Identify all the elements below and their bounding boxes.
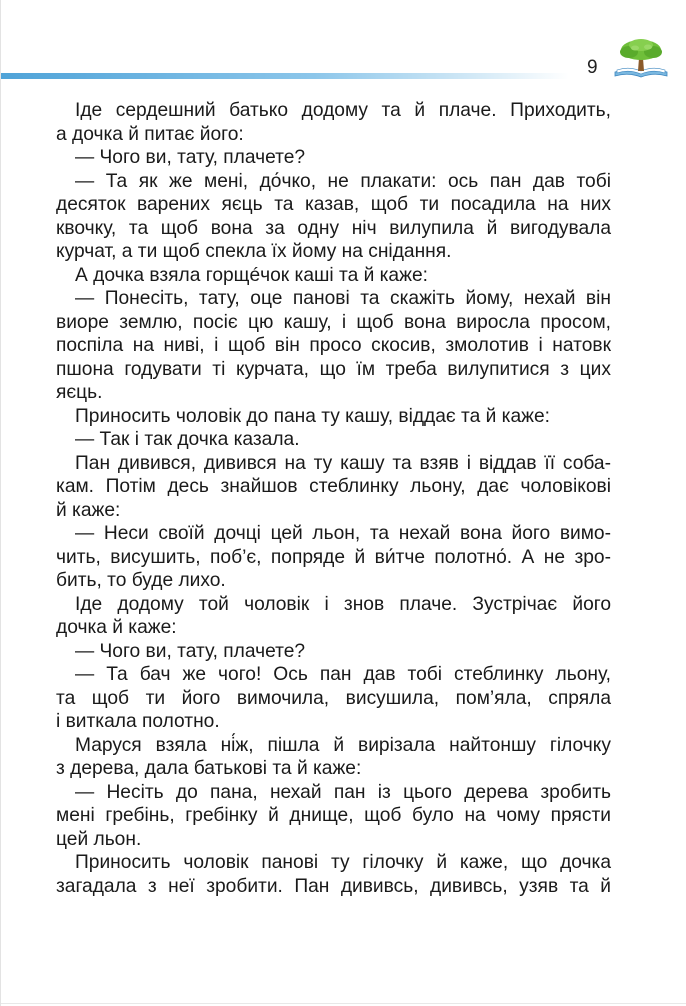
text-line: з дерева, дала батькові та й каже: <box>56 758 362 779</box>
text-line: чить, висушить, поб’є, попряде й ви́тче полотно́. А не зро- <box>56 546 611 568</box>
page-number: 9 <box>587 57 598 78</box>
text-line: курчат, а ти щоб спекла їх йому на снідання. <box>56 241 452 262</box>
story-text <box>56 99 611 898</box>
text-line: — Чого ви, тату, плачете? <box>75 147 306 168</box>
text-line: Іде додому той чоловік і знов плаче. Зустрічає його <box>75 593 611 615</box>
text-line: поспіла на ниві, і щоб він просо скосив, змолотив і натовк <box>56 335 611 356</box>
text-line: та щоб ти його вимочила, висушила, пом’яла, спряла <box>56 687 611 709</box>
text-line: А дочка взяла горщéчок каші та й каже: <box>75 264 428 286</box>
header-bar <box>1 73 569 79</box>
text-line: Приносить чоловік до пана ту кашу, віддає та й каже: <box>75 405 550 427</box>
page-bottom-edge <box>1 1003 686 1004</box>
text-line: і виткала полотно. <box>56 711 220 732</box>
text-line: Маруся взяла ні́ж, пішла й вирізала найтоншу гілочку <box>75 734 611 756</box>
text-line: загадала з неї зробити. Пан дививсь, дививсь, узяв та й <box>56 875 611 897</box>
text-line: цей льон. <box>56 828 142 850</box>
text-line: мені гребінь, гребінку й днище, щоб було на чому прясти <box>56 805 611 826</box>
text-line: пшона годувати ті курчата, що їм треба вилупитися з цих <box>56 358 611 380</box>
text-line: — Неси своїй дочці цей льон, та нехай вона його вимо- <box>75 523 611 544</box>
text-line: виоре землю, посіє цю кашу, і щоб вона виросла просом, <box>56 311 611 333</box>
text-line: — Несіть до пана, нехай пан із цього дерева зробить <box>75 781 611 803</box>
text-line: а дочка й питає його: <box>56 123 244 145</box>
text-line: яєць. <box>56 382 103 403</box>
text-line: — Понесіть, тату, оце панові та скажіть йому, нехай він <box>75 288 611 309</box>
text-line: квочку, та щоб вона за одну ніч вилупила й вигодувала <box>56 217 611 239</box>
text-line: бить, то буде лихо. <box>56 570 226 591</box>
text-line: — Так і так дочка казала. <box>75 429 300 450</box>
text-line: дочка й каже: <box>56 617 177 638</box>
text-line: кам. Потім десь знайшов стеблинку льону, дає чоловікові <box>56 476 611 497</box>
text-line: — Чого ви, тату, плачете? <box>75 640 306 662</box>
text-line: Приносить чоловік панові ту гілочку й каже, що дочка <box>75 852 611 873</box>
text-line: й каже: <box>56 499 121 521</box>
text-line: Пан дивився, дивився на ту кашу та взяв і віддав її соба- <box>75 452 611 474</box>
text-line: — Та бач же чого! Ось пан дав тобі стеблинку льону, <box>75 664 611 685</box>
book-tree-icon <box>611 36 671 82</box>
text-line: — Та як же мені, до́чко, не плакати: ось пан дав тобі <box>75 170 611 192</box>
text-line: десяток варених яєць та казав, щоб ти посадила на них <box>56 194 611 215</box>
text-line: Іде сердешний батько додому та й плаче. Приходить, <box>75 100 611 121</box>
